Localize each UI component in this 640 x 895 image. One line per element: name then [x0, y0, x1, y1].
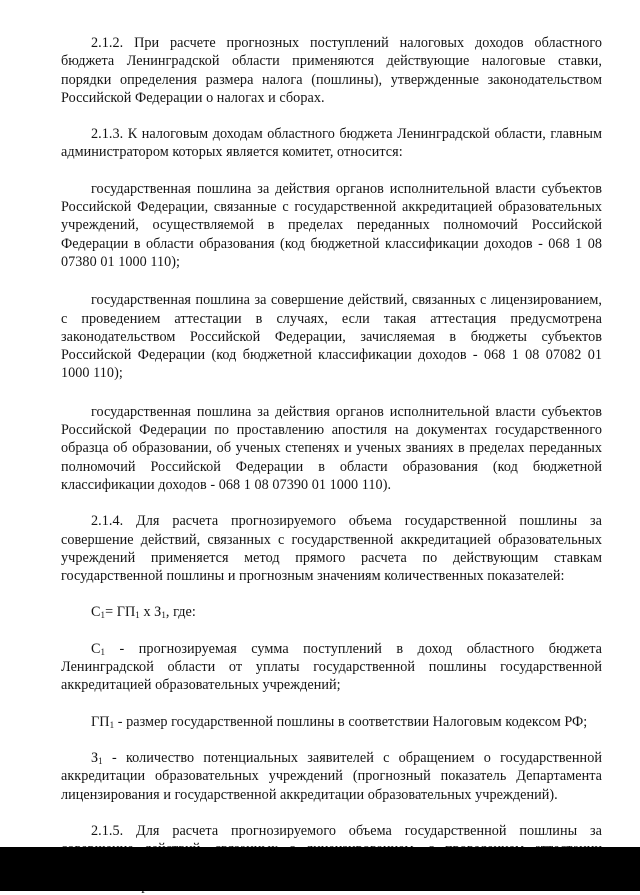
def-z-text: - количество потенциальных заявителей с обращением о государственной аккредитации образовательных учреждений (прогнозный показатель Департамента лицензирования и государственной аккредитации образовательных учреждений). — [61, 749, 602, 803]
scan-bottom-border — [0, 847, 640, 891]
paragraph-apostille-duty: государственная пошлина за действия органов исполнительной власти субъектов Российской Федерации по проставлению апостиля на документах государственного образца об образовании, об ученых степенях и ученых званиях в пределах переданных полномочий Российской Федерации в области образования (код бюджетной классификации доходов - 068 1 08 07390 01 1000 110). — [61, 403, 602, 493]
paragraph-2-1-4: 2.1.4. Для расчета прогнозируемого объема государственной пошлины за совершение действий, связанных с государственной аккредитацией образовательных учреждений применяется метод прямого расчета по действующим ставкам государственной пошлины и прогнозным значениям количественных показателей: — [61, 513, 602, 585]
definition-c1 — [61, 640, 602, 695]
definition-z1 — [61, 749, 602, 804]
document-body — [61, 34, 602, 895]
formula-c-sub: 1 — [100, 610, 106, 621]
formula-eq-gp: = ГП — [105, 604, 136, 621]
def-c-text: - прогнозируемая сумма поступлений в доход областного бюджета Ленинградской области от уплаты государственной пошлины государственной аккредитацией образовательных учреждений; — [61, 640, 602, 694]
formula-gp-sub: 1 — [135, 610, 140, 621]
definition-gp1 — [61, 713, 602, 731]
def-z-symbol: З — [91, 749, 99, 766]
formula-c: С — [91, 604, 101, 621]
formula-tail: , где: — [165, 604, 196, 621]
def-z-sub: 1 — [98, 755, 103, 766]
paragraph-licensing-duty: государственная пошлина за совершение действий, связанных с лицензированием, с проведением аттестации в случаях, если такая аттестация предусмотрена законодательством Российской Федерации, зачисляемая в бюджеты субъектов Российской Федерации (код бюджетной классификации доходов - 068 1 08 07082 01 1000 110); — [61, 292, 602, 382]
formula-times-z: х З — [139, 604, 162, 621]
paragraph-accreditation-duty: государственная пошлина за действия органов исполнительной власти субъектов Российской Федерации, связанные с государственной аккредитацией образовательных учреждений, осуществляемой в пределах переданных полномочий Российской Федерации в области образования (код бюджетной классификации доходов - 068 1 08 07380 01 1000 110); — [61, 180, 602, 270]
def-c-symbol: С — [91, 640, 101, 657]
def-gp-text: - размер государственной пошлины в соответствии Налоговым кодексом РФ; — [117, 713, 588, 730]
def-gp-sub: 1 — [109, 719, 115, 730]
paragraph-2-1-5: 2.1.5. Для расчета прогнозируемого объема государственной пошлины за — [91, 822, 602, 839]
paragraph-2-1-2: 2.1.2. При расчете прогнозных поступлений налоговых доходов областного бюджета Ленинградской области применяются действующие налоговые ставки, порядки определения размера налога (пошлины), утвержденные законодательством Российской Федерации о налогах и сборах. — [61, 35, 602, 106]
def-gp-symbol: ГП — [91, 713, 110, 730]
formula-z-sub: 1 — [161, 610, 166, 621]
paragraph-2-1-3: 2.1.3. К налоговым доходам областного бюджета Ленинградской области, главным администратором которых является комитет, относится: — [61, 126, 602, 161]
formula-line — [61, 603, 602, 621]
def-c-sub: 1 — [100, 646, 106, 657]
